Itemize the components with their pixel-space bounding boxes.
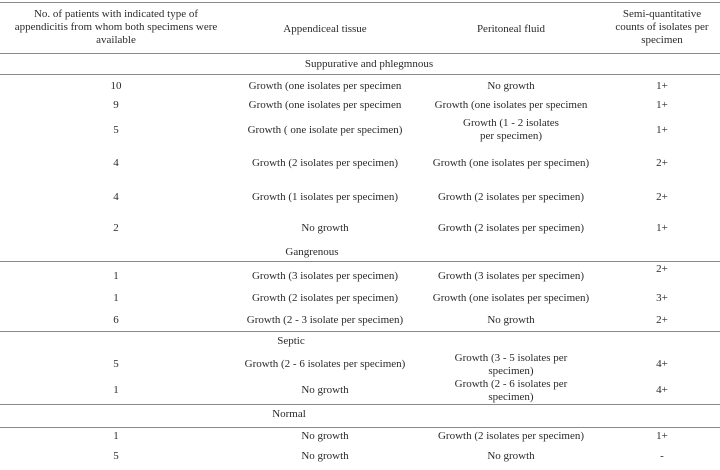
- count-cell: 4+: [656, 358, 668, 370]
- fluid-cell: Growth (2 isolates per specimen): [437, 430, 584, 442]
- section-rule-normal: [0, 427, 720, 428]
- section-title-suppurative: Suppurative and phlegmnous: [304, 58, 434, 70]
- count-cell: 2+: [656, 314, 668, 326]
- count-cell: 1+: [656, 99, 668, 111]
- tissue-cell: Growth (one isolates per specimen: [248, 80, 402, 92]
- fluid-cell: Growth (2 isolates per specimen): [437, 222, 584, 234]
- fluid-cell: No growth: [487, 80, 535, 92]
- header-patients: No. of patients with indicated type of appendicitis from whom both specimens were available: [14, 8, 218, 46]
- patients-cell: 4: [113, 157, 119, 169]
- section-rule-gangrenous-top: [0, 261, 720, 262]
- fluid-cell: No growth: [487, 450, 535, 462]
- tissue-cell: No growth: [301, 430, 349, 442]
- section-rule-normal-top: [0, 404, 720, 405]
- tissue-cell: Growth (2 - 6 isolates per specimen): [244, 358, 406, 370]
- tissue-cell: Growth (1 isolates per specimen): [251, 191, 398, 203]
- fluid-cell: Growth (one isolates per specimen): [432, 292, 590, 304]
- patients-cell: 6: [113, 314, 119, 326]
- count-cell: -: [660, 450, 664, 462]
- table-top-rule: [0, 2, 720, 3]
- section-title-gangrenous: Gangrenous: [285, 246, 339, 258]
- patients-cell: 1: [113, 430, 119, 442]
- patients-cell: 9: [113, 99, 119, 111]
- fluid-cell: No growth: [487, 314, 535, 326]
- count-cell: 3+: [656, 292, 668, 304]
- fluid-cell: Growth (3 isolates per specimen): [437, 270, 584, 282]
- tissue-cell: No growth: [301, 450, 349, 462]
- fluid-cell-line-1: Growth (1 - 2 isolates: [463, 117, 559, 129]
- fluid-cell: Growth (3 - 5 isolates per specimen): [454, 352, 568, 377]
- count-cell: 2+: [656, 191, 668, 203]
- tissue-cell: No growth: [301, 384, 349, 396]
- fluid-cell: Growth (one isolates per specimen): [432, 157, 590, 169]
- section-rule-septic-top: [0, 331, 720, 332]
- header-peritoneal-fluid: Peritoneal fluid: [476, 23, 546, 35]
- fluid-cell: Growth (2 isolates per specimen): [437, 191, 584, 203]
- tissue-cell: Growth (2 isolates per specimen): [251, 157, 398, 169]
- count-cell: 1+: [656, 430, 668, 442]
- patients-cell: 5: [113, 450, 119, 462]
- section-title-normal: Normal: [272, 408, 306, 420]
- patients-cell: 4: [113, 191, 119, 203]
- header-semi-quantitative-counts: Semi-quantitative counts of isolates per specimen: [615, 8, 709, 46]
- section-title-septic: Septic: [277, 335, 305, 347]
- count-cell: 1+: [656, 222, 668, 234]
- count-cell: 4+: [656, 384, 668, 396]
- count-cell: 2+: [656, 157, 668, 169]
- section-rule-suppurative: [0, 74, 720, 75]
- patients-cell: 1: [113, 384, 119, 396]
- tissue-cell: Growth (2 isolates per specimen): [251, 292, 398, 304]
- count-cell: 2+: [656, 263, 668, 275]
- fluid-cell: Growth (one isolates per specimen: [434, 99, 588, 111]
- patients-cell: 2: [113, 222, 119, 234]
- tissue-cell: Growth (3 isolates per specimen): [251, 270, 398, 282]
- count-cell: 1+: [656, 124, 668, 136]
- patients-cell: 5: [113, 358, 119, 370]
- patients-cell: 10: [110, 80, 122, 92]
- tissue-cell: No growth: [301, 222, 349, 234]
- tissue-cell: Growth ( one isolate per specimen): [247, 124, 403, 136]
- header-bottom-rule: [0, 53, 720, 54]
- patients-cell: 1: [113, 270, 119, 282]
- count-cell: 1+: [656, 80, 668, 92]
- tissue-cell: Growth (2 - 3 isolate per specimen): [246, 314, 404, 326]
- fluid-cell: Growth (2 - 6 isolates per specimen): [454, 378, 568, 403]
- header-appendiceal-tissue: Appendiceal tissue: [283, 23, 367, 35]
- tissue-cell: Growth (one isolates per specimen: [248, 99, 402, 111]
- patients-cell: 1: [113, 292, 119, 304]
- patients-cell: 5: [113, 124, 119, 136]
- fluid-cell-line-2: per specimen): [480, 130, 542, 142]
